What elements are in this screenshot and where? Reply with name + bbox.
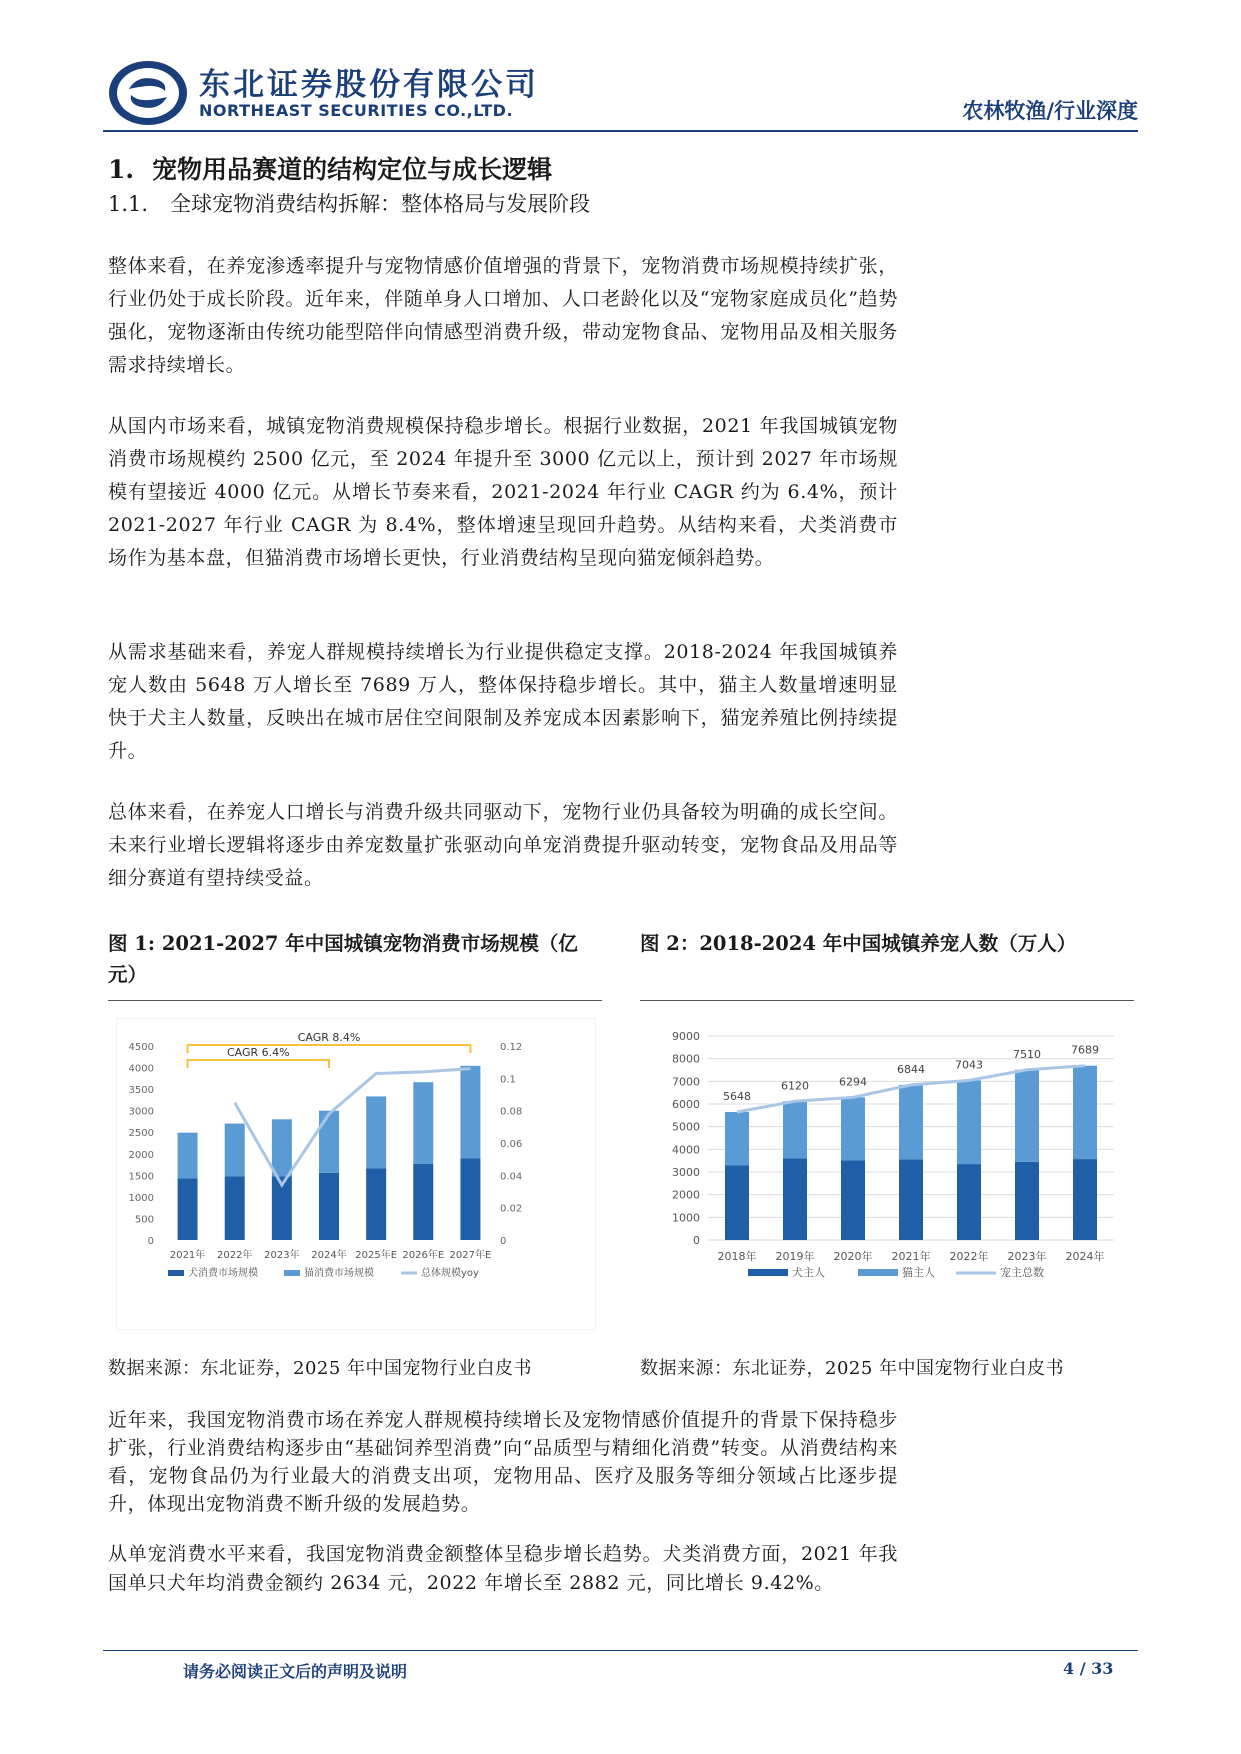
bar-segment xyxy=(957,1080,981,1164)
bar-segment xyxy=(841,1097,865,1160)
y-tick-label: 2500 xyxy=(128,1128,154,1140)
figure1-chart xyxy=(116,1018,596,1330)
legend-label: 猫消费市场规模 xyxy=(304,1268,374,1279)
y2-tick-label: 0.08 xyxy=(500,1106,523,1118)
bar-segment xyxy=(1015,1162,1039,1240)
footer-divider xyxy=(103,1650,1138,1651)
bar-segment xyxy=(366,1168,386,1240)
figure2-chart xyxy=(646,1018,1138,1330)
y-tick-label: 3500 xyxy=(128,1085,154,1097)
paragraph: 近年来，我国宠物消费市场在养宠人群规模持续增长及宠物情感价值提升的背景下保持稳步扩张，行业消费结构逐步由“基础饲养型消费”向“品质型与精细化消费”转变。从消费结构来看，宠物食品仍为行业最大的消费支出项，宠物用品、医疗及服务等细分领域占比逐步提升，体现出宠物消费不断升级的发展趋势。 xyxy=(108,1409,898,1515)
paragraph: 总体来看，在养宠人口增长与消费升级共同驱动下，宠物行业仍具备较为明确的成长空间。未来行业增长逻辑将逐步由养宠数量扩张驱动向单宠消费提升驱动转变，宠物食品及用品等细分赛道有望持续受益。 xyxy=(108,801,898,889)
x-tick-label: 2020年 xyxy=(833,1250,873,1263)
x-tick-label: 2022年 xyxy=(949,1250,989,1263)
y-tick-label: 9000 xyxy=(672,1030,700,1043)
y-tick-label: 7000 xyxy=(672,1075,700,1089)
bar-segment xyxy=(225,1176,245,1240)
y-tick-label: 3000 xyxy=(128,1106,154,1118)
y2-tick-label: 0.12 xyxy=(500,1042,523,1053)
y2-tick-label: 0.06 xyxy=(500,1139,523,1150)
bar-segment xyxy=(725,1112,749,1165)
bar-segment xyxy=(460,1159,480,1240)
legend-swatch xyxy=(858,1269,898,1276)
figure2-title: 图 2：2018-2024 年中国城镇养宠人数（万人） xyxy=(640,932,1077,955)
x-tick-label: 2024年 xyxy=(311,1250,347,1261)
x-tick-label: 2018年 xyxy=(717,1250,757,1263)
figure2-source: 数据来源：东北证券，2025 年中国宠物行业白皮书 xyxy=(640,1358,1065,1379)
y-tick-label: 6000 xyxy=(672,1098,700,1111)
y-tick-label: 0 xyxy=(693,1234,700,1247)
subsection-title: 全球宠物消费结构拆解：整体格局与发展阶段 xyxy=(170,192,591,216)
bar-segment xyxy=(272,1119,292,1176)
report-sector: 农林牧渔/行业深度 xyxy=(962,99,1138,123)
paragraph: 从单宠消费水平来看，我国宠物消费金额整体呈稳步增长趋势。犬类消费方面，2021 年我国单只犬年均消费金额约 2634 元，2022 年增长至 2882 元，同比增长 9.42%。 xyxy=(108,1543,898,1594)
legend-swatch xyxy=(284,1270,300,1276)
figure1-title: 图 1: 2021-2027 年中国城镇宠物消费市场规模（亿元） xyxy=(108,932,578,986)
y-tick-label: 2000 xyxy=(672,1188,700,1202)
legend-label: 总体规模yoy xyxy=(421,1268,479,1279)
header-divider xyxy=(103,130,1138,132)
y2-tick-label: 0.1 xyxy=(500,1074,516,1086)
subsection-number: 1.1. xyxy=(108,192,149,216)
bar-segment xyxy=(899,1159,923,1240)
bar-segment xyxy=(460,1066,480,1159)
bar-segment xyxy=(783,1158,807,1240)
bar-segment xyxy=(725,1165,749,1240)
x-tick-label: 2019年 xyxy=(775,1250,815,1263)
x-tick-label: 2022年 xyxy=(216,1250,253,1261)
y-tick-label: 4000 xyxy=(672,1143,700,1157)
bar-segment xyxy=(319,1173,339,1240)
figure1-divider xyxy=(108,1000,602,1001)
x-tick-label: 2026年E xyxy=(402,1250,445,1261)
legend-label: 宠主总数 xyxy=(1000,1266,1044,1279)
bar-segment xyxy=(1015,1070,1039,1162)
y-tick-label: 5000 xyxy=(672,1120,700,1134)
x-tick-label: 2021年 xyxy=(169,1250,206,1261)
data-label: 6120 xyxy=(781,1079,809,1093)
paragraph: 从国内市场来看，城镇宠物消费规模保持稳步增长。根据行业数据，2021 年我国城镇宠物消费市场规模约 2500 亿元，至 2024 年提升至 3000 亿元以上，预计到 2027 年市场规模有望接近 4000 亿元。从增长节奏来看，2021-2024 年行业 CAGR 约为 6.4%，预计 2021-2027 年行业 CAGR 为 8.4%，整体增速呈现回升趋势。从结构来看，犬类消费市场作为基本盘，但猫消费市场增长更快，行业消费结构呈现向猫宠倾斜趋势。 xyxy=(108,415,898,569)
legend-label: 犬主人 xyxy=(792,1266,825,1279)
legend-swatch xyxy=(748,1269,788,1276)
figure1-source: 数据来源：东北证券，2025 年中国宠物行业白皮书 xyxy=(108,1358,533,1379)
cagr-annotation: CAGR 6.4% xyxy=(226,1046,290,1059)
paragraph: 整体来看，在养宠渗透率提升与宠物情感价值增强的背景下，宠物消费市场规模持续扩张，行业仍处于成长阶段。近年来，伴随单身人口增加、人口老龄化以及“宠物家庭成员化”趋势强化，宠物逐渐由传统功能型陪伴向情感型消费升级，带动宠物食品、宠物用品及相关服务需求持续增长。 xyxy=(108,255,898,376)
legend-label: 猫主人 xyxy=(902,1266,935,1279)
paragraph: 从需求基础来看，养宠人群规模持续增长为行业提供稳定支撑。2018-2024 年我国城镇养宠人数由 5648 万人增长至 7689 万人，整体保持稳步增长。其中，猫主人数量增速明显快于犬主人数量，反映出在城市居住空间限制及养宠成本因素影响下，猫宠养殖比例持续提升。 xyxy=(108,641,898,762)
footer-disclaimer: 请务必阅读正文后的声明及说明 xyxy=(183,1662,408,1681)
y-tick-label: 1000 xyxy=(128,1192,154,1204)
company-name-cn: 东北证券股份有限公司 xyxy=(199,67,539,103)
bar-segment xyxy=(899,1085,923,1159)
cagr-annotation: CAGR 8.4% xyxy=(297,1031,361,1044)
x-tick-label: 2021年 xyxy=(891,1250,931,1263)
y-tick-label: 1500 xyxy=(128,1171,154,1183)
x-tick-label: 2027年E xyxy=(449,1250,492,1261)
data-label: 7510 xyxy=(1013,1047,1041,1061)
bar-segment xyxy=(413,1164,433,1240)
y2-tick-label: 0.02 xyxy=(500,1203,523,1215)
bar-segment xyxy=(366,1096,386,1168)
bar-segment xyxy=(178,1178,198,1240)
bar-segment xyxy=(319,1111,339,1173)
y-tick-label: 4000 xyxy=(128,1063,154,1075)
y-tick-label: 1000 xyxy=(672,1211,700,1225)
bar-segment xyxy=(957,1164,981,1240)
bar-segment xyxy=(413,1082,433,1163)
bar-segment xyxy=(1073,1159,1097,1240)
y-tick-label: 4500 xyxy=(128,1042,154,1053)
legend-label: 犬消费市场规模 xyxy=(188,1268,258,1279)
y-tick-label: 8000 xyxy=(672,1052,700,1066)
bar-segment xyxy=(225,1124,245,1177)
y2-tick-label: 0.04 xyxy=(500,1171,523,1183)
bar-segment xyxy=(783,1101,807,1158)
company-name-en: NORTHEAST SECURITIES CO.,LTD. xyxy=(199,101,514,120)
section-title: 宠物用品赛道的结构定位与成长逻辑 xyxy=(152,155,553,184)
figure2-divider xyxy=(640,1000,1134,1001)
section-heading xyxy=(108,150,552,186)
section-number: 1. xyxy=(108,155,135,184)
data-label: 6294 xyxy=(839,1075,867,1089)
y-tick-label: 3000 xyxy=(672,1166,700,1179)
data-label: 7689 xyxy=(1071,1043,1099,1057)
subsection-heading xyxy=(108,188,590,218)
bar-segment xyxy=(178,1133,198,1179)
data-label: 7043 xyxy=(955,1058,983,1072)
x-tick-label: 2023年 xyxy=(264,1250,300,1261)
data-label: 5648 xyxy=(723,1089,751,1103)
bar-segment xyxy=(1073,1066,1097,1159)
y-tick-label: 2000 xyxy=(128,1149,154,1161)
company-logo-icon xyxy=(107,59,189,127)
bar-segment xyxy=(841,1160,865,1240)
data-label: 6844 xyxy=(897,1062,925,1076)
x-tick-label: 2023年 xyxy=(1007,1250,1047,1263)
x-tick-label: 2024年 xyxy=(1065,1250,1105,1263)
x-tick-label: 2025年E xyxy=(355,1250,398,1261)
page-header xyxy=(103,55,1138,130)
page-number: 4 / 33 xyxy=(1063,1659,1114,1678)
y2-tick-label: 0 xyxy=(500,1236,507,1247)
legend-swatch xyxy=(168,1270,184,1276)
y-tick-label: 0 xyxy=(147,1236,154,1247)
y-tick-label: 500 xyxy=(134,1214,154,1226)
